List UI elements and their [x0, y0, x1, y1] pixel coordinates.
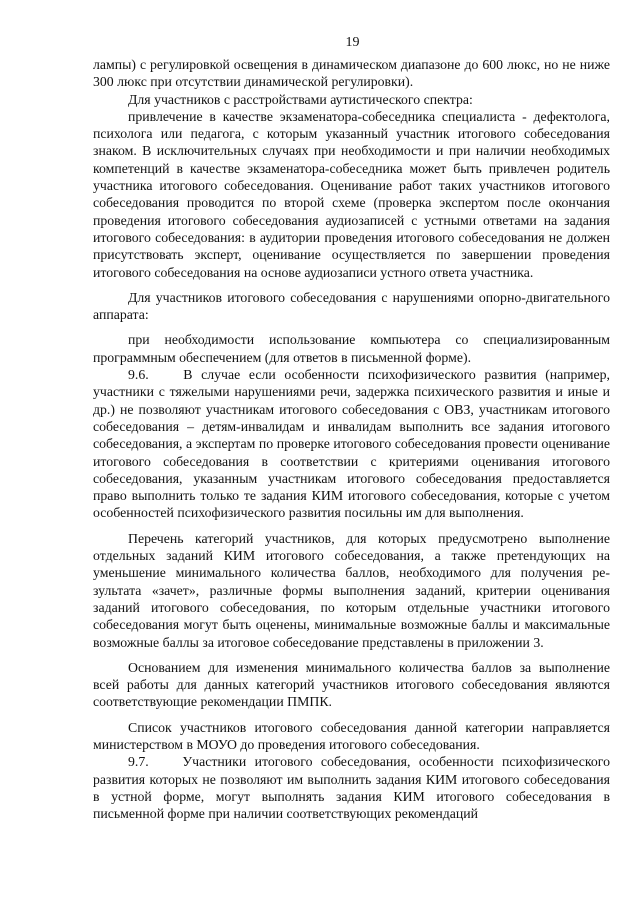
paragraph-section-9-6: 9.6. В случае если особенности психофизического развития (например, участники с тяжелыми нарушениями речи, задержка психического развития и иные и др.) не позволяют участникам итогового собеседования с ОВЗ, участникам итогового собеседования – детям-инвалидам и инвалидам выполнить все задания итогового собеседования, а экспертам по проверке итогового собеседования провести оценивание итогового собеседования в соответствии с критериями оценивания итогового собеседования, указанным участникам итогового собеседования предоставляется право выполнить только те задания КИМ итогового собеседования, которые с учетом особенностей психофизического развития посильны им для выполнения. — [93, 367, 610, 521]
paragraph-computer-use: при необходимости использование компьютера со специализированным программным обеспечением (для ответов в письменной форме). — [93, 332, 610, 365]
paragraph-pmpk-basis: Основанием для изменения минимального количества баллов за выполнение всей работы для данных категорий участников итогового собеседования являются соответствующие рекомендации ПМПК. — [93, 659, 610, 710]
paragraph-lighting-continuation: лампы) с регулировкой освещения в динамическом диапазоне до 600 люкс, но не ниже 300 люкс при отсутствии динамической регулировки). — [93, 57, 610, 90]
paragraph-autism-heading: Для участников с расстройствами аутистического спектра: — [128, 91, 473, 107]
paragraph-participant-list: Список участников итогового собеседования данной категории направляется министерством в МОУО до проведения итогового собеседования. — [93, 719, 610, 752]
paragraph-autism-details: привлечение в качестве экзаменатора-собеседника специалиста - дефектолога, психолога или педагога, с которым указанный участник итогового собеседования знаком. В исключительных случаях при необходимости и при наличии необходимых компетенций в качестве экзаменатора-собеседника может быть привлечен родитель участника итогового собеседования. Оценивание работ таких участников итогового собеседования проводится по второй схеме (проверка экспертом после окончания проведения итогового собеседования аудиозаписей с устными ответами на задания итогового собеседования: в аудитории проведения итогового собеседования не должен присутствовать эксперт, оценивание осуществляется по завершении проведения итогового собеседования на основе аудиозаписи устного ответа участника. — [93, 108, 610, 280]
paragraph-musculoskeletal-heading: Для участников итогового собеседования с нарушениями опорно-двигательного аппарата: — [93, 289, 610, 323]
paragraph-section-9-7: 9.7. Участники итогового собеседования, особенности психофизического развития которых не позволяют им выполнить задания КИМ итогового собеседования в устной форме, могут выполнять задания КИМ итогового собеседования в письменной форме при наличии соответствующих рекомендаций — [93, 754, 610, 822]
paragraph-categories-list: Перечень категорий участников, для которых предусмотрено выполнение отдельных заданий КИМ итогового собеседования, а также претендующих на уменьшение минимального количества баллов, необходимого для получения результата «зачет», различные формы выполнения заданий, критерии оценивания заданий итогового собеседования, по которым отдельные участники итогового собеседования могут быть оценены, минимальные возможные баллы и максимальные возможные баллы за итоговое собеседование представлены в приложении 3. — [93, 530, 610, 650]
page-number: 19 — [345, 35, 360, 50]
